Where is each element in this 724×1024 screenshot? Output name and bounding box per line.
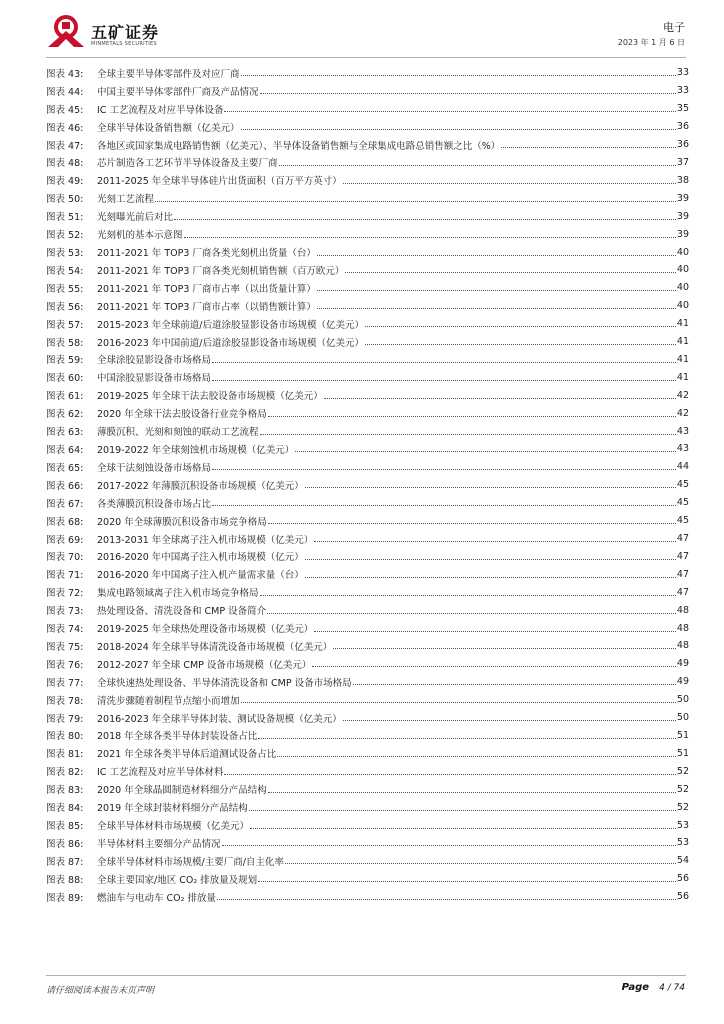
toc-dot-leader — [184, 237, 676, 238]
toc-entry-title: 全球主要半导体零部件及对应厂商 — [97, 68, 240, 80]
toc-entry-label: 图表 52: — [46, 230, 84, 242]
toc-entry-label: 图表 89: — [46, 892, 84, 904]
toc-entry[interactable] — [46, 261, 689, 279]
toc-entry-title: 2019-2025 年全球热处理设备市场规模（亿美元） — [97, 624, 314, 636]
toc-entry-label: 图表 44: — [46, 86, 84, 98]
toc-entry[interactable] — [46, 404, 689, 422]
toc-entry[interactable] — [46, 780, 689, 798]
toc-entry-label: 图表 50: — [46, 194, 84, 206]
toc-entry-label: 图表 51: — [46, 212, 84, 224]
page-header — [0, 0, 724, 58]
toc-entry-title: 全球半导体设备销售额（亿美元） — [97, 122, 240, 134]
toc-entry[interactable] — [46, 852, 689, 870]
minmetals-logo-icon — [46, 13, 86, 49]
toc-entry-title: 热处理设备、清洗设备和 CMP 设备简介 — [97, 606, 267, 618]
toc-entry[interactable] — [46, 118, 689, 136]
toc-dot-leader — [222, 845, 676, 846]
toc-dot-leader — [217, 899, 676, 900]
toc-entry-label: 图表 61: — [46, 391, 84, 403]
toc-entry-label: 图表 55: — [46, 283, 84, 295]
toc-entry[interactable] — [46, 709, 689, 727]
toc-entry[interactable] — [46, 297, 689, 315]
toc-entry-title: 2011-2021 年 TOP3 厂商各类光刻机出货量（台） — [97, 248, 316, 260]
toc-entry-label: 图表 53: — [46, 248, 84, 260]
toc-entry-page: 35 — [676, 103, 689, 115]
toc-dot-leader — [241, 75, 676, 76]
toc-entry-page: 41 — [676, 353, 689, 365]
toc-entry[interactable] — [46, 207, 689, 225]
toc-entry-label: 图表 48: — [46, 158, 84, 170]
toc-entry-label: 图表 56: — [46, 301, 84, 313]
toc-entry-title: 2018 年全球各类半导体封装设备占比 — [97, 731, 258, 743]
toc-entry-page: 45 — [676, 497, 689, 509]
toc-dot-leader — [317, 255, 676, 256]
toc-entry-page: 52 — [676, 783, 689, 795]
toc-entry-page: 39 — [676, 228, 689, 240]
toc-dot-leader — [268, 792, 676, 793]
toc-entry-title: 各类薄膜沉积设备市场占比 — [97, 498, 212, 510]
toc-entry[interactable] — [46, 888, 689, 906]
toc-entry-label: 图表 75: — [46, 641, 84, 653]
toc-dot-leader — [324, 398, 676, 399]
toc-entry-page: 45 — [676, 479, 689, 491]
toc-entry-title: 2016-2023 年中国前道/后道涂胶显影设备市场规模（亿美元） — [97, 337, 365, 349]
toc-dot-leader — [267, 613, 676, 614]
toc-entry[interactable] — [46, 100, 689, 118]
toc-dot-leader — [314, 541, 676, 542]
toc-dot-leader — [305, 559, 676, 560]
toc-entry-title: 2015-2023 年全球前道/后道涂胶显影设备市场规模（亿美元） — [97, 319, 365, 331]
toc-entry[interactable] — [46, 565, 689, 583]
toc-entry-label: 图表 58: — [46, 337, 84, 349]
toc-entry-title: 2011-2021 年 TOP3 厂商市占率（以出货量计算） — [97, 283, 316, 295]
toc-entry-page: 48 — [676, 622, 689, 634]
toc-entry[interactable] — [46, 171, 689, 189]
toc-dot-leader — [365, 326, 676, 327]
toc-entry-label: 图表 69: — [46, 534, 84, 546]
toc-dot-leader — [224, 111, 675, 112]
toc-entry-title: 全球快速热处理设备、半导体清洗设备和 CMP 设备市场格局 — [97, 677, 352, 689]
footer-divider — [46, 975, 686, 976]
toc-entry-label: 图表 64: — [46, 444, 84, 456]
toc-dot-leader — [295, 451, 676, 452]
toc-dot-leader — [365, 344, 676, 345]
figure-list — [46, 64, 689, 906]
toc-entry[interactable] — [46, 368, 689, 386]
toc-entry-title: 2016-2023 年全球半导体封装、测试设备规模（亿美元） — [97, 713, 342, 725]
toc-entry-title: 2019 年全球封装材料细分产品结构 — [97, 803, 248, 815]
toc-dot-leader — [317, 290, 676, 291]
toc-entry-page: 41 — [676, 371, 689, 383]
brand-name-en: MINMETALS SECURITIES — [91, 41, 157, 47]
section-title: 电子 — [663, 21, 685, 34]
toc-dot-leader — [343, 720, 676, 721]
toc-entry[interactable] — [46, 351, 689, 369]
toc-entry[interactable] — [46, 547, 689, 565]
toc-entry-title: 2019-2025 年全球干法去胶设备市场规模（亿美元） — [97, 391, 323, 403]
toc-entry-title: 半导体材料主要细分产品情况 — [97, 838, 221, 850]
toc-entry[interactable] — [46, 512, 689, 530]
toc-entry[interactable] — [46, 816, 689, 834]
toc-entry-label: 图表 77: — [46, 677, 84, 689]
toc-entry-title: 2011-2021 年 TOP3 厂商各类光刻机销售额（百万欧元） — [97, 265, 345, 277]
toc-entry-title: 燃油车与电动车 CO₂ 排放量 — [97, 892, 216, 904]
toc-dot-leader — [212, 505, 676, 506]
toc-entry-label: 图表 86: — [46, 838, 84, 850]
toc-entry-label: 图表 72: — [46, 588, 84, 600]
toc-entry-label: 图表 59: — [46, 355, 84, 367]
toc-entry-label: 图表 43: — [46, 68, 84, 80]
toc-entry-label: 图表 67: — [46, 498, 84, 510]
toc-entry-label: 图表 78: — [46, 695, 84, 707]
toc-dot-leader — [333, 648, 676, 649]
toc-entry-page: 49 — [676, 658, 689, 670]
toc-entry-label: 图表 79: — [46, 713, 84, 725]
toc-entry-title: 光刻机的基本示意图 — [97, 230, 183, 242]
toc-entry-page: 52 — [676, 765, 689, 777]
toc-entry-label: 图表 70: — [46, 552, 84, 564]
toc-entry-label: 图表 60: — [46, 373, 84, 385]
toc-dot-leader — [279, 165, 676, 166]
toc-dot-leader — [314, 631, 676, 632]
toc-entry[interactable] — [46, 279, 689, 297]
toc-dot-leader — [277, 756, 676, 757]
toc-entry-page: 56 — [676, 873, 689, 885]
toc-dot-leader — [345, 272, 676, 273]
toc-dot-leader — [250, 828, 676, 829]
toc-entry[interactable] — [46, 691, 689, 709]
toc-entry-title: 2012-2027 年全球 CMP 设备市场规模（亿美元） — [97, 659, 312, 671]
toc-entry-title: 各地区或国家集成电路销售额（亿美元）、半导体设备销售额与全球集成电路总销售额之比（%） — [97, 140, 501, 152]
toc-entry-title: 集成电路领域离子注入机市场竞争格局 — [97, 588, 259, 600]
toc-dot-leader — [155, 201, 676, 202]
toc-entry-label: 图表 80: — [46, 731, 84, 743]
toc-entry-page: 39 — [676, 210, 689, 222]
page-word: Page — [621, 982, 650, 993]
toc-entry[interactable] — [46, 243, 689, 261]
toc-entry-page: 39 — [676, 192, 689, 204]
toc-entry-page: 41 — [676, 318, 689, 330]
toc-entry-title: 2019-2022 年全球刻蚀机市场规模（亿美元） — [97, 444, 295, 456]
toc-entry[interactable] — [46, 476, 689, 494]
toc-dot-leader — [268, 523, 676, 524]
toc-dot-leader — [212, 362, 676, 363]
toc-entry-title: 2013-2031 年全球离子注入机市场规模（亿美元） — [97, 534, 314, 546]
toc-dot-leader — [260, 93, 676, 94]
toc-entry[interactable] — [46, 870, 689, 888]
toc-entry-label: 图表 71: — [46, 570, 84, 582]
toc-entry-page: 33 — [676, 85, 689, 97]
toc-entry-page: 40 — [676, 282, 689, 294]
toc-entry-label: 图表 88: — [46, 874, 84, 886]
brand-name: 五矿证券 — [91, 23, 160, 42]
toc-entry-page: 48 — [676, 640, 689, 652]
toc-entry-label: 图表 84: — [46, 803, 84, 815]
toc-entry-title: 2017-2022 年薄膜沉积设备市场规模（亿美元） — [97, 480, 304, 492]
toc-entry-page: 45 — [676, 515, 689, 527]
toc-entry[interactable] — [46, 225, 689, 243]
toc-entry-page: 38 — [676, 174, 689, 186]
toc-entry-page: 47 — [676, 533, 689, 545]
toc-entry-title: 2011-2021 年 TOP3 厂商市占率（以销售额计算） — [97, 301, 316, 313]
toc-entry-title: 2020 年全球晶圆制造材料细分产品结构 — [97, 785, 267, 797]
toc-entry-page: 42 — [676, 389, 689, 401]
toc-dot-leader — [224, 774, 675, 775]
disclaimer-note: 请仔细阅读本报告末页声明 — [46, 986, 155, 996]
toc-entry[interactable] — [46, 315, 689, 333]
toc-entry-title: IC 工艺流程及对应半导体材料 — [97, 767, 224, 779]
toc-entry-page: 53 — [676, 819, 689, 831]
toc-entry-label: 图表 85: — [46, 821, 84, 833]
toc-entry[interactable] — [46, 655, 689, 673]
toc-entry-label: 图表 73: — [46, 606, 84, 618]
toc-entry[interactable] — [46, 64, 689, 82]
toc-entry[interactable] — [46, 530, 689, 548]
toc-entry[interactable] — [46, 762, 689, 780]
toc-entry-page: 50 — [676, 712, 689, 724]
toc-entry-label: 图表 68: — [46, 516, 84, 528]
toc-entry-label: 图表 83: — [46, 785, 84, 797]
toc-entry[interactable] — [46, 136, 689, 154]
toc-entry[interactable] — [46, 637, 689, 655]
toc-entry[interactable] — [46, 601, 689, 619]
toc-entry-title: IC 工艺流程及对应半导体设备 — [97, 104, 224, 116]
toc-dot-leader — [258, 881, 676, 882]
toc-entry-label: 图表 76: — [46, 659, 84, 671]
toc-dot-leader — [260, 595, 676, 596]
toc-entry-title: 2020 年全球干法去胶设备行业竞争格局 — [97, 409, 267, 421]
toc-entry[interactable] — [46, 458, 689, 476]
toc-entry-page: 40 — [676, 246, 689, 258]
page-indicator — [622, 982, 685, 993]
toc-dot-leader — [258, 738, 676, 739]
toc-dot-leader — [285, 863, 676, 864]
toc-entry[interactable] — [46, 727, 689, 745]
toc-entry-page: 50 — [676, 694, 689, 706]
toc-entry-title: 中国涂胶显影设备市场格局 — [97, 373, 212, 385]
toc-entry-title: 2021 年全球各类半导体后道测试设备占比 — [97, 749, 277, 761]
toc-entry[interactable] — [46, 440, 689, 458]
toc-entry-title: 光刻曝光前后对比 — [97, 212, 174, 224]
toc-entry-label: 图表 65: — [46, 462, 84, 474]
toc-entry-page: 47 — [676, 550, 689, 562]
toc-entry-page: 36 — [676, 121, 689, 133]
toc-dot-leader — [241, 702, 676, 703]
toc-entry-page: 51 — [676, 747, 689, 759]
toc-dot-leader — [212, 469, 676, 470]
toc-entry-page: 40 — [676, 264, 689, 276]
toc-entry-title: 全球涂胶显影设备市场格局 — [97, 355, 212, 367]
toc-entry[interactable] — [46, 82, 689, 100]
toc-entry-label: 图表 54: — [46, 265, 84, 277]
toc-entry-page: 56 — [676, 891, 689, 903]
toc-entry-title: 中国主要半导体零部件厂商及产品情况 — [97, 86, 259, 98]
toc-entry-title: 2016-2020 年中国离子注入机市场规模（亿元） — [97, 552, 304, 564]
toc-entry[interactable] — [46, 673, 689, 691]
toc-entry-title: 薄膜沉积、光刻和刻蚀的联动工艺流程 — [97, 427, 259, 439]
toc-entry-page: 40 — [676, 300, 689, 312]
toc-entry-page: 41 — [676, 336, 689, 348]
toc-dot-leader — [241, 129, 676, 130]
report-date: 2023 年 1 月 6 日 — [617, 38, 685, 47]
toc-entry-page: 43 — [676, 443, 689, 455]
toc-entry-page: 53 — [676, 837, 689, 849]
toc-entry-label: 图表 45: — [46, 104, 84, 116]
header-divider — [46, 57, 686, 58]
toc-entry-label: 图表 57: — [46, 319, 84, 331]
toc-entry-title: 全球半导体材料市场规模/主要厂商/自主化率 — [97, 856, 284, 868]
toc-entry-label: 图表 82: — [46, 767, 84, 779]
toc-entry-label: 图表 62: — [46, 409, 84, 421]
toc-entry-title: 清洗步骤随着制程节点缩小而增加 — [97, 695, 240, 707]
toc-entry-page: 52 — [676, 801, 689, 813]
toc-entry-label: 图表 81: — [46, 749, 84, 761]
toc-dot-leader — [317, 308, 676, 309]
toc-dot-leader — [353, 684, 676, 685]
toc-entry-title: 2018-2024 年全球半导体清洗设备市场规模（亿美元） — [97, 641, 333, 653]
toc-entry-page: 49 — [676, 676, 689, 688]
toc-dot-leader — [305, 487, 676, 488]
toc-entry[interactable] — [46, 189, 689, 207]
toc-entry-page: 37 — [676, 156, 689, 168]
toc-entry[interactable] — [46, 386, 689, 404]
toc-entry-page: 54 — [676, 855, 689, 867]
toc-entry-page: 43 — [676, 425, 689, 437]
toc-entry-page: 47 — [676, 568, 689, 580]
toc-entry-page: 44 — [676, 461, 689, 473]
toc-entry-label: 图表 46: — [46, 122, 84, 134]
toc-dot-leader — [501, 147, 676, 148]
toc-entry-title: 2011-2025 年全球半导体硅片出货面积（百万平方英寸） — [97, 176, 342, 188]
toc-entry-page: 33 — [676, 67, 689, 79]
toc-entry-title: 芯片制造各工艺环节半导体设备及主要厂商 — [97, 158, 278, 170]
toc-entry-title: 全球干法刻蚀设备市场格局 — [97, 462, 212, 474]
toc-entry-label: 图表 47: — [46, 140, 84, 152]
toc-dot-leader — [260, 434, 676, 435]
toc-entry[interactable] — [46, 834, 689, 852]
toc-dot-leader — [312, 666, 676, 667]
toc-entry[interactable] — [46, 333, 689, 351]
toc-entry[interactable] — [46, 798, 689, 816]
toc-entry-label: 图表 49: — [46, 176, 84, 188]
toc-entry[interactable] — [46, 154, 689, 172]
toc-entry[interactable] — [46, 494, 689, 512]
toc-entry[interactable] — [46, 583, 689, 601]
toc-entry[interactable] — [46, 422, 689, 440]
toc-entry-label: 图表 87: — [46, 856, 84, 868]
toc-entry-title: 2016-2020 年中国离子注入机产量需求量（台） — [97, 570, 304, 582]
toc-entry-page: 48 — [676, 604, 689, 616]
toc-dot-leader — [268, 416, 676, 417]
toc-entry[interactable] — [46, 744, 689, 762]
toc-dot-leader — [249, 810, 676, 811]
page-number: 4 / 74 — [659, 983, 685, 993]
toc-dot-leader — [174, 219, 676, 220]
toc-entry-title: 全球主要国家/地区 CO₂ 排放量及规划 — [97, 874, 258, 886]
toc-dot-leader — [343, 183, 676, 184]
toc-entry-label: 图表 66: — [46, 480, 84, 492]
toc-entry-page: 42 — [676, 407, 689, 419]
toc-entry-page: 36 — [676, 139, 689, 151]
toc-dot-leader — [212, 380, 676, 381]
toc-entry-title: 全球半导体材料市场规模（亿美元） — [97, 821, 250, 833]
toc-entry-title: 2020 年全球薄膜沉积设备市场竞争格局 — [97, 516, 267, 528]
toc-entry-label: 图表 74: — [46, 624, 84, 636]
toc-entry-label: 图表 63: — [46, 427, 84, 439]
toc-entry-page: 51 — [676, 729, 689, 741]
toc-dot-leader — [305, 577, 676, 578]
toc-entry[interactable] — [46, 619, 689, 637]
toc-entry-title: 光刻工艺流程 — [97, 194, 155, 206]
toc-entry-page: 47 — [676, 586, 689, 598]
